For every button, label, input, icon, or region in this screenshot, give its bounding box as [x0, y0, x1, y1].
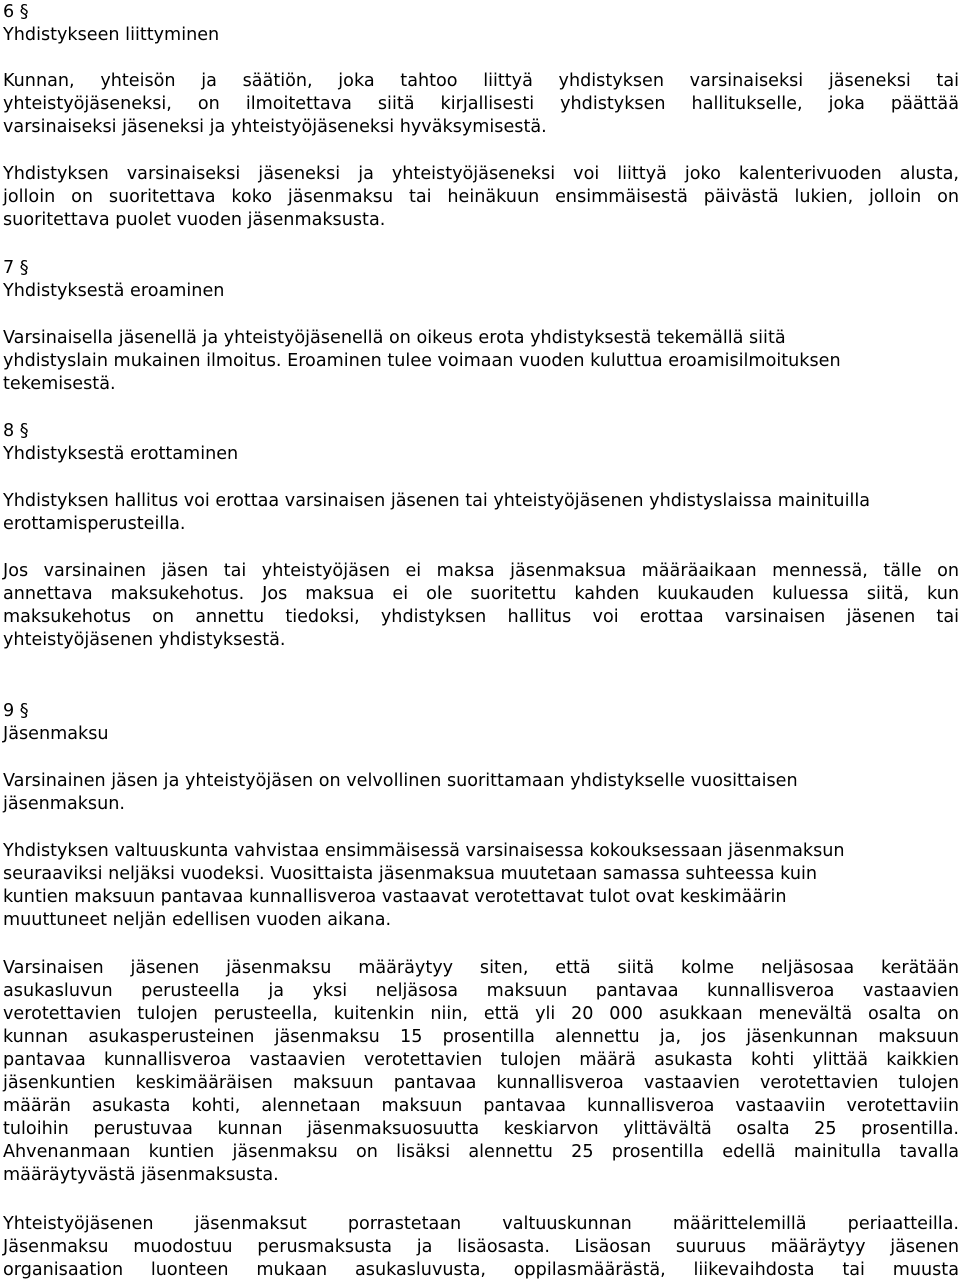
text-line: yhteistyöjäsenen yhdistyksestä.: [3, 630, 286, 650]
text-line: tekemisestä.: [3, 374, 116, 394]
text-line: määrän asukasta kohti, alennetaan maksuun pantavaa kunnallisveroa vastaaviin verotettaviin: [3, 1096, 959, 1116]
text-line: Jäsenmaksu muodostuu perusmaksusta ja lisäosasta. Lisäosan suuruus määräytyy jäsenen: [3, 1237, 959, 1257]
text-line: muuttuneet neljän edellisen vuoden aikana.: [3, 910, 392, 930]
text-line: määräytyvästä jäsenmaksusta.: [3, 1165, 279, 1185]
section-number: 7 §: [3, 258, 29, 278]
section-title: Jäsenmaksu: [3, 724, 109, 744]
text-line: jäsenmaksun.: [3, 794, 125, 814]
text-line: yhdistyslain mukainen ilmoitus. Eroaminen tulee voimaan vuoden kuluttua eroamisilmoituksen: [3, 351, 841, 371]
section-number: 8 §: [3, 421, 29, 441]
section-title: Yhdistykseen liittyminen: [3, 25, 220, 45]
text-line: Yhdistyksen valtuuskunta vahvistaa ensimmäisessä varsinaisessa kokouksessaan jäsenmaksun: [3, 841, 845, 861]
section-number: 6 §: [3, 2, 29, 22]
section-title: Yhdistyksestä eroaminen: [3, 281, 225, 301]
text-line: Varsinainen jäsen ja yhteistyöjäsen on velvollinen suorittamaan yhdistykselle vuosittaisen: [3, 771, 798, 791]
text-line: Kunnan, yhteisön ja säätiön, joka tahtoo liittyä yhdistyksen varsinaiseksi jäseneksi tai: [3, 71, 959, 91]
text-line: Varsinaisen jäsenen jäsenmaksu määräytyy siten, että siitä kolme neljäsosaa kerätään: [3, 958, 959, 978]
section-number: 9 §: [3, 701, 29, 721]
text-line: jäsenkuntien keskimääräisen maksuun pantavaa kunnallisveroa vastaavien verotettavien tulojen: [3, 1073, 959, 1093]
text-line: asukasluvun perusteella ja yksi neljäsosa maksuun pantavaa kunnallisveroa vastaavien: [3, 981, 959, 1001]
section-title: Yhdistyksestä erottaminen: [3, 444, 239, 464]
text-line: Yhdistyksen varsinaiseksi jäseneksi ja yhteistyöjäseneksi voi liittyä joko kalenterivuoden alusta,: [3, 164, 959, 184]
text-line: seuraaviksi neljäksi vuodeksi. Vuosittaista jäsenmaksua muutetaan samassa suhteessa kuin: [3, 864, 818, 884]
text-line: Yhteistyöjäsenen jäsenmaksut porrastetaan valtuuskunnan määrittelemillä periaatteilla.: [3, 1214, 959, 1234]
text-line: tuloihin perustuvaa kunnan jäsenmaksuosuutta keskiarvon ylittävältä osalta 25 prosentilla.: [3, 1119, 959, 1139]
text-line: varsinaiseksi jäseneksi ja yhteistyöjäseneksi hyväksymisestä.: [3, 117, 547, 137]
text-line: kuntien maksuun pantavaa kunnallisveroa vastaavat verotettavat tulot ovat keskimäärin: [3, 887, 787, 907]
text-line: jolloin on suoritettava koko jäsenmaksu tai heinäkuun ensimmäisestä päivästä lukien, jolloin on: [3, 187, 959, 207]
text-line: organisaation luonteen mukaan asukasluvusta, oppilasmäärästä, liikevaihdosta tai muusta: [3, 1260, 959, 1280]
text-line: Varsinaisella jäsenellä ja yhteistyöjäsenellä on oikeus erota yhdistyksestä tekemällä siitä: [3, 328, 786, 348]
text-line: annettava maksukehotus. Jos maksua ei ole suoritettu kahden kuukauden kuluessa siitä, kun: [3, 584, 959, 604]
text-line: yhteistyöjäseneksi, on ilmoitettava siitä kirjallisesti yhdistyksen hallitukselle, joka päättää: [3, 94, 959, 114]
text-line: pantavaa kunnallisveroa vastaavien verotettavien tulojen määrä asukasta kohti ylittää kaikkien: [3, 1050, 959, 1070]
text-line: Yhdistyksen hallitus voi erottaa varsinaisen jäsenen tai yhteistyöjäsenen yhdistyslaissa mainituilla: [3, 491, 871, 511]
text-line: erottamisperusteilla.: [3, 514, 186, 534]
text-line: kunnan asukasperusteinen jäsenmaksu 15 prosentilla alennettu ja, jos jäsenkunnan maksuun: [3, 1027, 959, 1047]
text-line: maksukehotus on annettu tiedoksi, yhdistyksen hallitus voi erottaa varsinaisen jäsenen tai: [3, 607, 959, 627]
text-line: verotettavien tulojen perusteella, kuitenkin niin, että yli 20 000 asukkaan menevältä osalta on: [3, 1004, 959, 1024]
text-line: Jos varsinainen jäsen tai yhteistyöjäsen ei maksa jäsenmaksua määräaikaan mennessä, tälle on: [3, 561, 959, 581]
text-line: suoritettava puolet vuoden jäsenmaksusta.: [3, 210, 386, 230]
text-line: Ahvenanmaan kuntien jäsenmaksu on lisäksi alennettu 25 prosentilla edellä mainitulla tavalla: [3, 1142, 959, 1162]
